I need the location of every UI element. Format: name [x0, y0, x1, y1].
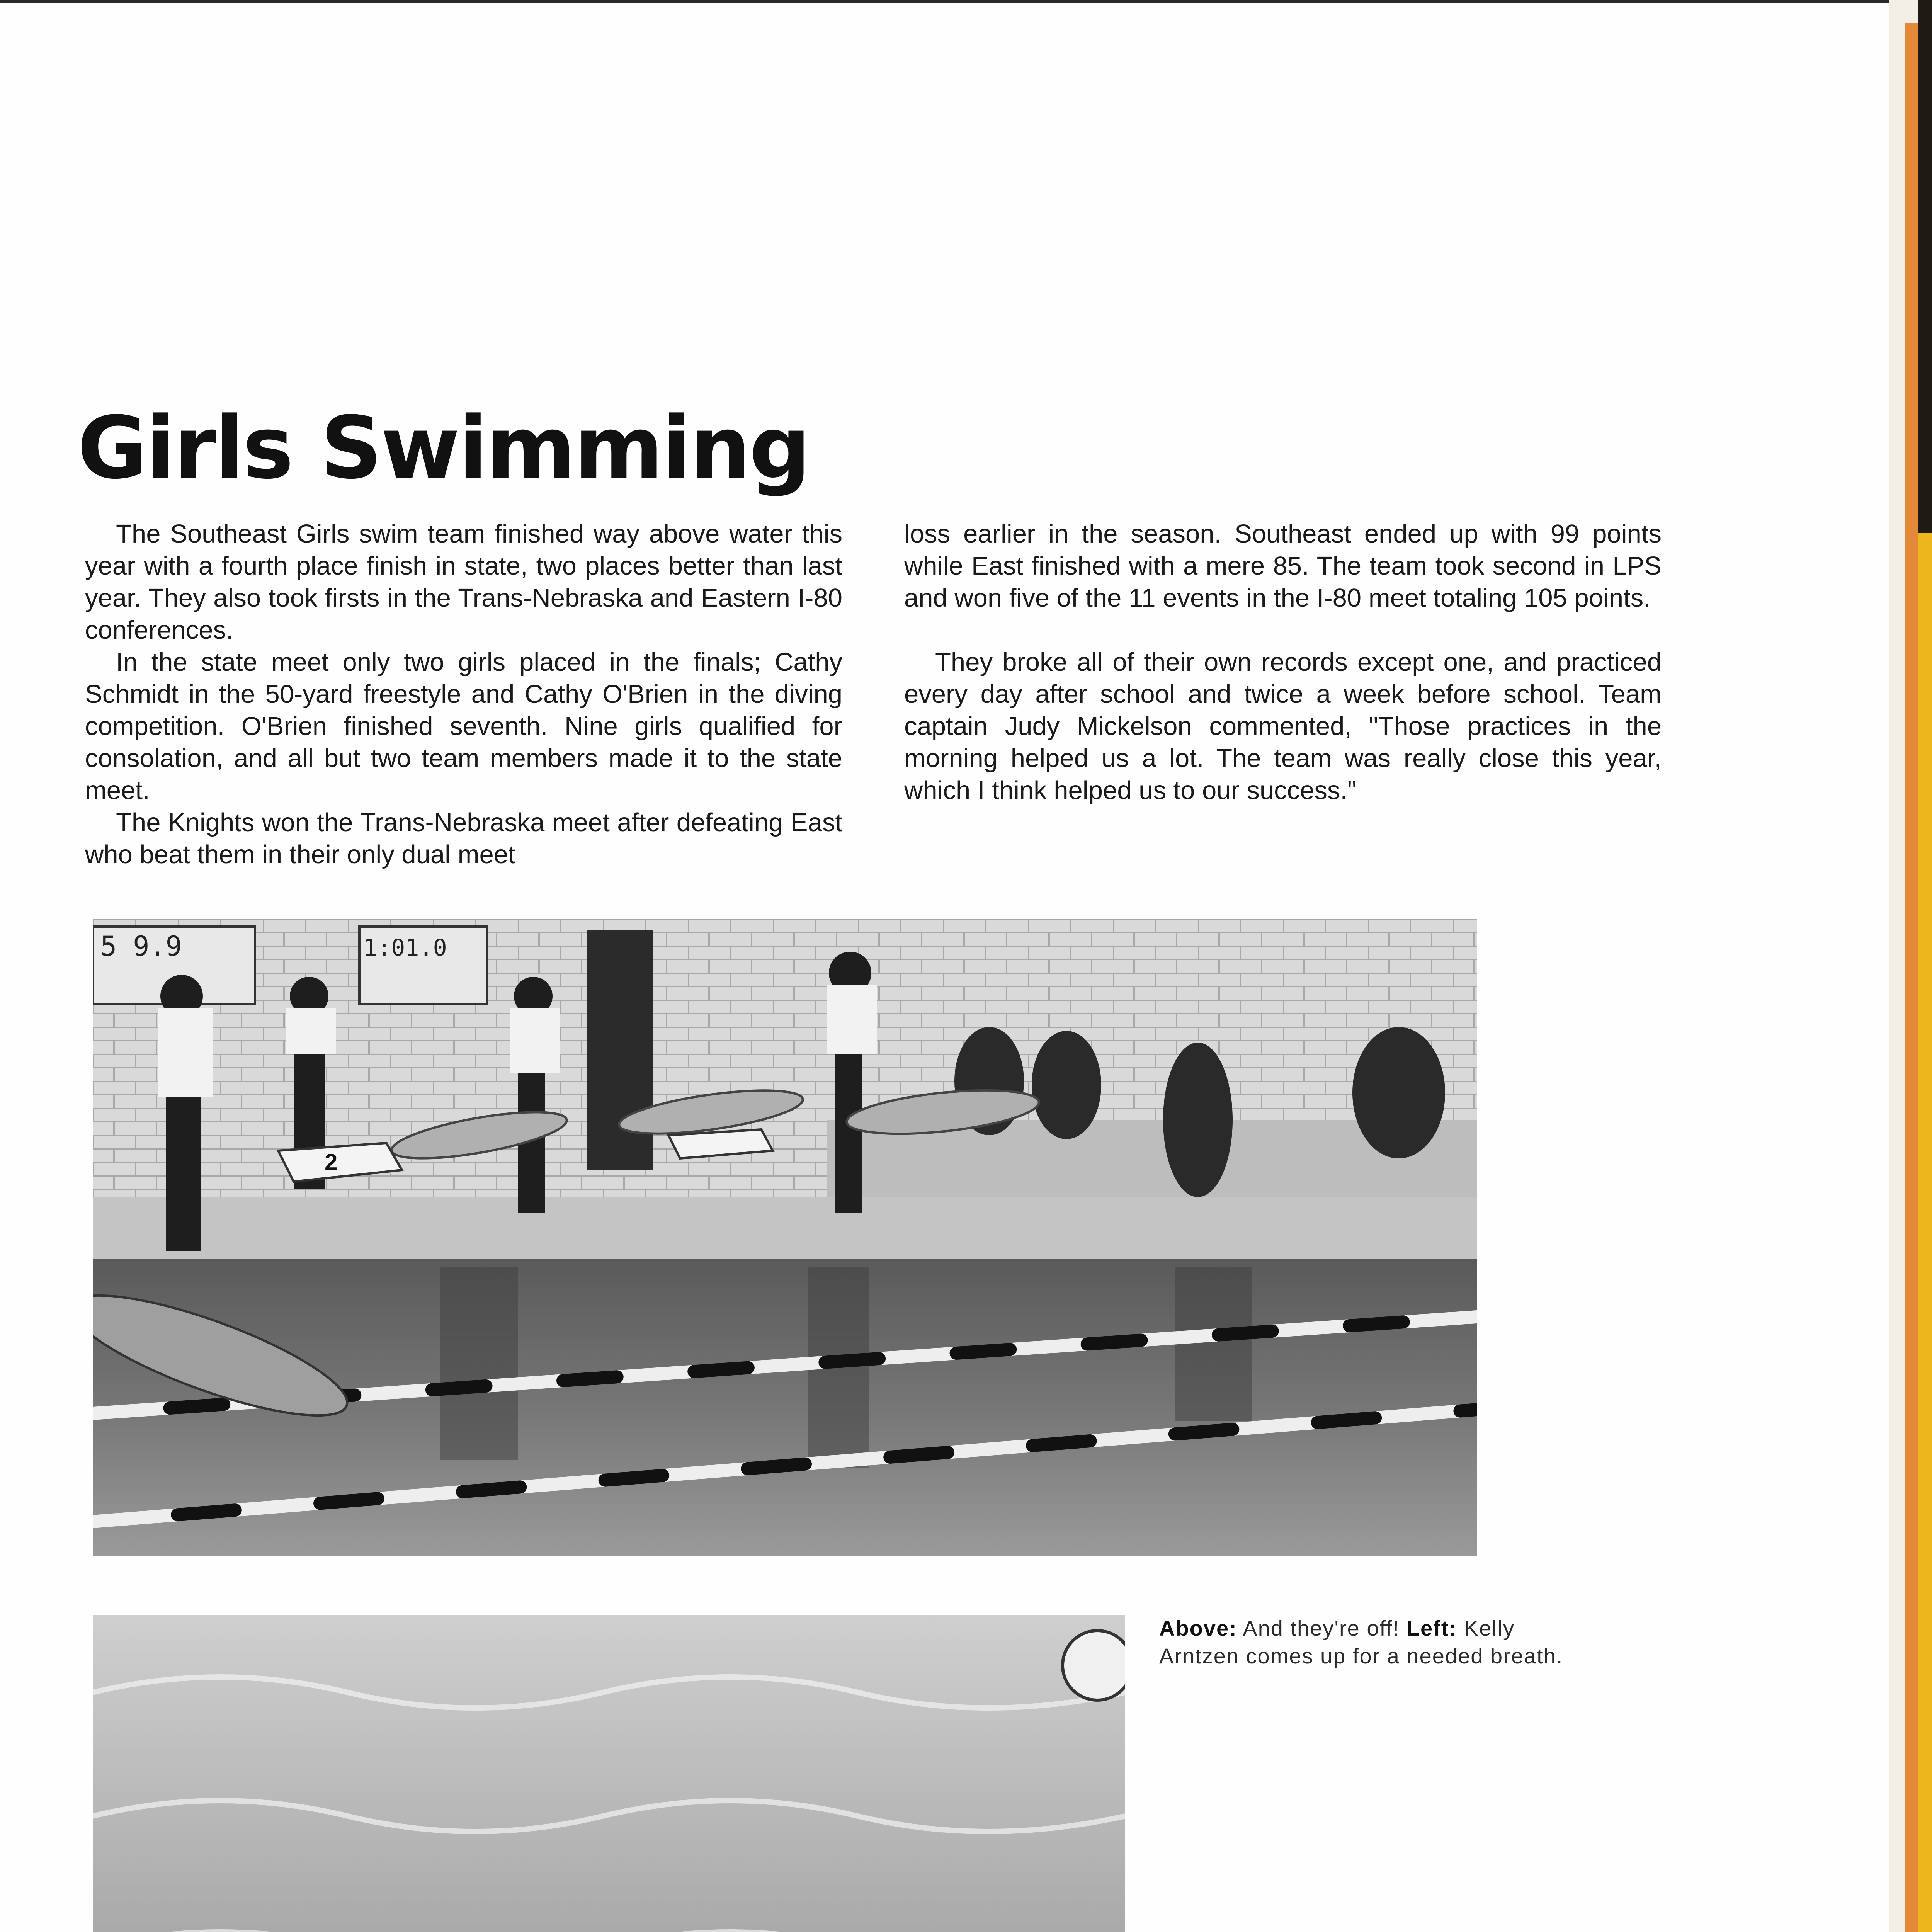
article-column-left: [85, 518, 842, 871]
article-column-right: [904, 518, 1662, 806]
photo-caption: [1159, 1614, 1592, 1670]
binding-edge-yellow-band: [1918, 533, 1932, 1932]
starting-block-number: 2: [325, 1149, 338, 1175]
caption-left-text: Kelly Arntzen comes up for a needed breath.: [1159, 1616, 1563, 1668]
caption-left-label: Left:: [1406, 1616, 1458, 1640]
photo-swimmer-breathing: [93, 1615, 1125, 1932]
top-edge-rule: [0, 0, 1917, 3]
article-paragraph: loss earlier in the season. Southeast ended up with 99 points while East finished with a mere 85. The team took second in LPS and won five of the 11 events in the I-80 meet totaling 105 points.: [904, 519, 1662, 612]
page-title: Girls Swimming: [77, 398, 810, 498]
binding-edge-dark-band: [1918, 0, 1932, 533]
photo-swimmers-diving: [93, 919, 1477, 1556]
scoreboard-left-readout: 5 9.9: [100, 930, 182, 962]
scoreboard-right-readout: 1:01.0: [363, 934, 447, 961]
caption-above-label: Above:: [1159, 1616, 1237, 1640]
caption-above-text: And they're off!: [1237, 1616, 1406, 1640]
article-paragraph: In the state meet only two girls placed in the finals; Cathy Schmidt in the 50-yard freestyle and Cathy O'Brien in the diving competition. O'Brien finished seventh. Nine girls qualified for consolation, and all but two team members made it to the state meet.: [85, 648, 842, 805]
article-paragraph: The Southeast Girls swim team finished way above water this year with a fourth place finish in state, two places better than last year. They also took firsts in the Trans-Nebraska and Eastern I-80 conferences.: [85, 519, 842, 645]
binding-edge-orange-band: [1905, 23, 1918, 1932]
article-paragraph: The Knights won the Trans-Nebraska meet after defeating East who beat them in their only dual meet: [85, 808, 842, 869]
article-paragraph: They broke all of their own records except one, and practiced every day after school and twice a week before school. Team captain Judy Mickelson commented, "Those practices in the morning helped us a lot. The team was really close this year, which I think helped us to our success.": [904, 648, 1662, 805]
